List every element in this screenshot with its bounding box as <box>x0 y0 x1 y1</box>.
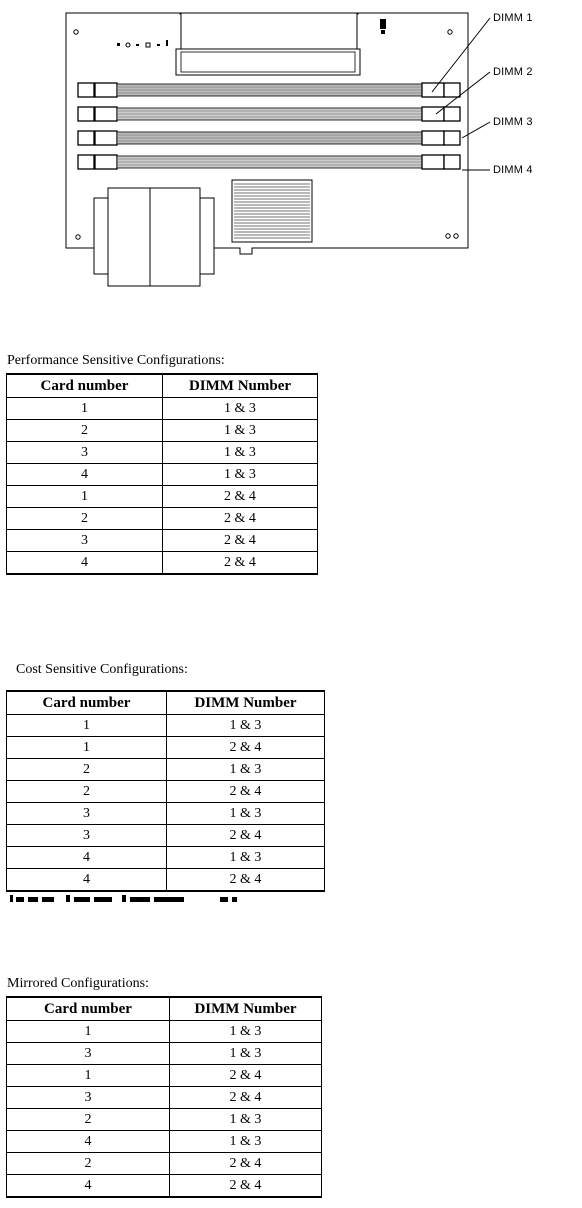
dimm-2-label: DIMM 2 <box>493 66 533 78</box>
table-row <box>7 552 318 575</box>
column-header-card: Card number <box>7 691 167 715</box>
jumper <box>380 19 386 29</box>
table-row <box>7 737 325 759</box>
table-row <box>7 1175 322 1198</box>
power-module <box>94 188 214 286</box>
card-number-cell: 1 <box>7 737 167 759</box>
dimm-number-cell: 1 & 3 <box>167 715 325 737</box>
chip-heatsink <box>232 180 312 242</box>
clipped-text-remnant <box>8 892 308 902</box>
table-row <box>7 1087 322 1109</box>
performance-caption: Performance Sensitive Configurations: <box>7 353 225 368</box>
table-header-row <box>7 691 325 715</box>
dimm-slot-4 <box>78 155 460 169</box>
table-header-row <box>7 374 318 398</box>
dimm-number-cell: 1 & 3 <box>163 398 318 420</box>
dimm-number-cell: 2 & 4 <box>163 486 318 508</box>
card-number-cell: 3 <box>7 442 163 464</box>
table-row <box>7 803 325 825</box>
dimm-number-cell: 1 & 3 <box>170 1043 322 1065</box>
cost-config-table <box>6 690 325 892</box>
dimm-number-cell: 1 & 3 <box>163 464 318 486</box>
dimm-number-cell: 2 & 4 <box>170 1087 322 1109</box>
card-number-cell: 1 <box>7 1021 170 1043</box>
dimm-number-cell: 2 & 4 <box>170 1153 322 1175</box>
dimm-number-cell: 1 & 3 <box>167 847 325 869</box>
dimm-1-label: DIMM 1 <box>493 12 533 24</box>
dimm-number-cell: 2 & 4 <box>163 530 318 552</box>
memory-board-diagram <box>0 0 582 290</box>
column-header-dimm: DIMM Number <box>170 997 322 1021</box>
card-number-cell: 4 <box>7 1175 170 1198</box>
memory-board-drawing <box>0 0 582 290</box>
card-number-cell: 3 <box>7 803 167 825</box>
card-number-cell: 3 <box>7 825 167 847</box>
dimm-number-cell: 2 & 4 <box>167 869 325 892</box>
card-number-cell: 2 <box>7 1109 170 1131</box>
table-row <box>7 781 325 803</box>
dimm-4-label: DIMM 4 <box>493 164 533 176</box>
table-row <box>7 442 318 464</box>
card-number-cell: 2 <box>7 508 163 530</box>
column-header-dimm: DIMM Number <box>163 374 318 398</box>
dimm-number-cell: 2 & 4 <box>170 1065 322 1087</box>
performance-config-table <box>6 373 318 575</box>
card-number-cell: 1 <box>7 1065 170 1087</box>
dimm-number-cell: 1 & 3 <box>167 803 325 825</box>
table-row <box>7 759 325 781</box>
dimm-number-cell: 1 & 3 <box>163 420 318 442</box>
column-header-card: Card number <box>7 374 163 398</box>
dimm-slot-1 <box>78 83 460 97</box>
table-row <box>7 530 318 552</box>
table-row <box>7 464 318 486</box>
dimm-number-cell: 2 & 4 <box>163 508 318 530</box>
top-connector <box>181 13 357 49</box>
card-number-cell: 2 <box>7 759 167 781</box>
card-number-cell: 2 <box>7 1153 170 1175</box>
table-header-row <box>7 997 322 1021</box>
table-row <box>7 420 318 442</box>
column-header-card: Card number <box>7 997 170 1021</box>
dimm-number-cell: 1 & 3 <box>170 1021 322 1043</box>
card-number-cell: 2 <box>7 420 163 442</box>
table-row <box>7 1065 322 1087</box>
dimm-number-cell: 2 & 4 <box>170 1175 322 1198</box>
card-number-cell: 3 <box>7 1087 170 1109</box>
table-row <box>7 715 325 737</box>
table-row <box>7 869 325 892</box>
table-row <box>7 1131 322 1153</box>
dimm-number-cell: 1 & 3 <box>170 1109 322 1131</box>
table-row <box>7 825 325 847</box>
card-number-cell: 1 <box>7 398 163 420</box>
card-number-cell: 4 <box>7 869 167 892</box>
card-number-cell: 4 <box>7 552 163 575</box>
dimm-number-cell: 2 & 4 <box>163 552 318 575</box>
mirrored-caption: Mirrored Configurations: <box>7 976 149 991</box>
card-number-cell: 3 <box>7 530 163 552</box>
table-row <box>7 398 318 420</box>
table-row <box>7 1043 322 1065</box>
card-number-cell: 4 <box>7 847 167 869</box>
cost-caption: Cost Sensitive Configurations: <box>16 662 188 677</box>
column-header-dimm: DIMM Number <box>167 691 325 715</box>
card-number-cell: 4 <box>7 464 163 486</box>
dimm-number-cell: 1 & 3 <box>163 442 318 464</box>
dimm-slot-2 <box>78 107 460 121</box>
dimm-number-cell: 1 & 3 <box>170 1131 322 1153</box>
table-row <box>7 508 318 530</box>
table-row <box>7 1021 322 1043</box>
dimm-number-cell: 2 & 4 <box>167 781 325 803</box>
table-row <box>7 1153 322 1175</box>
mirrored-config-table <box>6 996 322 1198</box>
card-number-cell: 1 <box>7 486 163 508</box>
dimm-slot-3 <box>78 131 460 145</box>
table-row <box>7 1109 322 1131</box>
dimm-3-label: DIMM 3 <box>493 116 533 128</box>
card-number-cell: 1 <box>7 715 167 737</box>
card-number-cell: 4 <box>7 1131 170 1153</box>
dimm-number-cell: 2 & 4 <box>167 737 325 759</box>
card-number-cell: 3 <box>7 1043 170 1065</box>
dimm-number-cell: 2 & 4 <box>167 825 325 847</box>
table-row <box>7 486 318 508</box>
dimm-number-cell: 1 & 3 <box>167 759 325 781</box>
table-row <box>7 847 325 869</box>
card-number-cell: 2 <box>7 781 167 803</box>
